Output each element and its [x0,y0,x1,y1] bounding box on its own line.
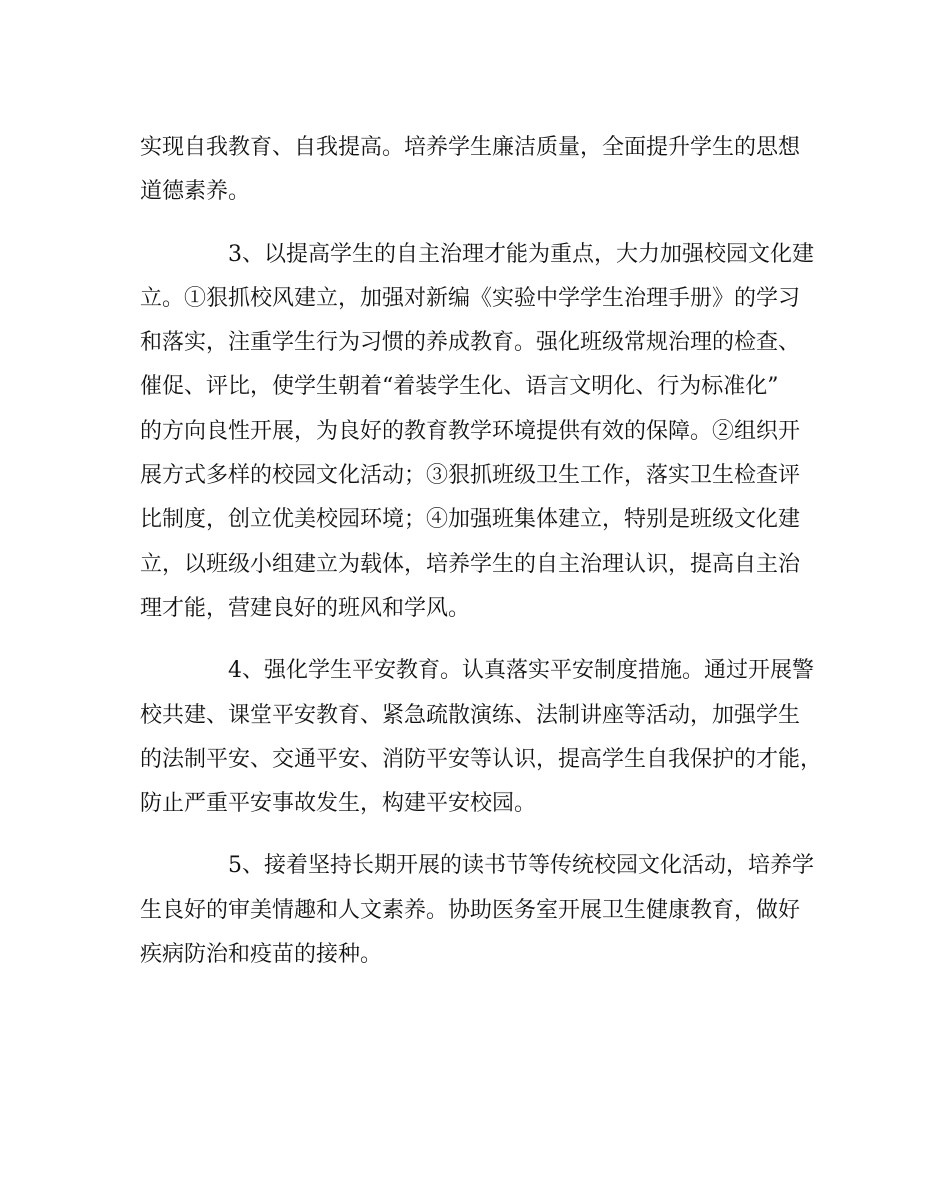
text-line: 的法制平安、交通平安、消防平安等认识，提高学生自我保护的才能， [140,746,823,772]
text-line: 5、接着坚持长期开展的读书节等传统校园文化活动，培养学 [228,853,814,879]
text-line: 3、以提高学生的自主治理才能为重点，大力加强校园文化建 [228,241,814,267]
text-line: 理才能，营建良好的班风和学风。 [140,595,471,621]
text-line: 4、强化学生平安教育。认真落实平安制度措施。通过开展警 [228,658,814,684]
text-line: 和落实，注重学生行为习惯的养成教育。强化班级常规治理的检查、 [140,330,801,356]
text-line: 生良好的审美情趣和人文素养。协助医务室开展卫生健康教育，做好 [140,897,801,923]
paragraph-item-5 [140,844,815,977]
paragraph-continuation [140,126,815,215]
text-line: 防止严重平安事故发生，构建平安校园。 [140,791,537,817]
paragraph-item-4 [140,649,823,826]
document-body [140,126,823,977]
paragraph-item-3 [140,233,815,632]
text-line: 催促、评比，使学生朝着“着装学生化、语言文明化、行为标准化” [140,374,779,400]
text-line: 比制度，创立优美校园环境；④加强班集体建立，特别是班级文化建 [140,507,801,533]
text-line: 立，以班级小组建立为载体，培养学生的自主治理认识，提高自主治 [140,551,801,577]
text-line: 实现自我教育、自我提高。培养学生廉洁质量，全面提升学生的思想 [140,135,801,160]
text-line: 立。①狠抓校风建立，加强对新编《实验中学学生治理手册》的学习 [140,285,801,311]
text-line: 展方式多样的校园文化活动；③狠抓班级卫生工作，落实卫生检查评 [140,463,801,489]
text-line: 疾病防治和疫苗的接种。 [140,942,383,968]
text-line: 的方向良性开展，为良好的教育教学环境提供有效的保障。②组织开 [140,418,801,444]
text-line: 道德素养。 [140,179,251,205]
text-line: 校共建、课堂平安教育、紧急疏散演练、法制讲座等活动，加强学生 [140,702,801,728]
